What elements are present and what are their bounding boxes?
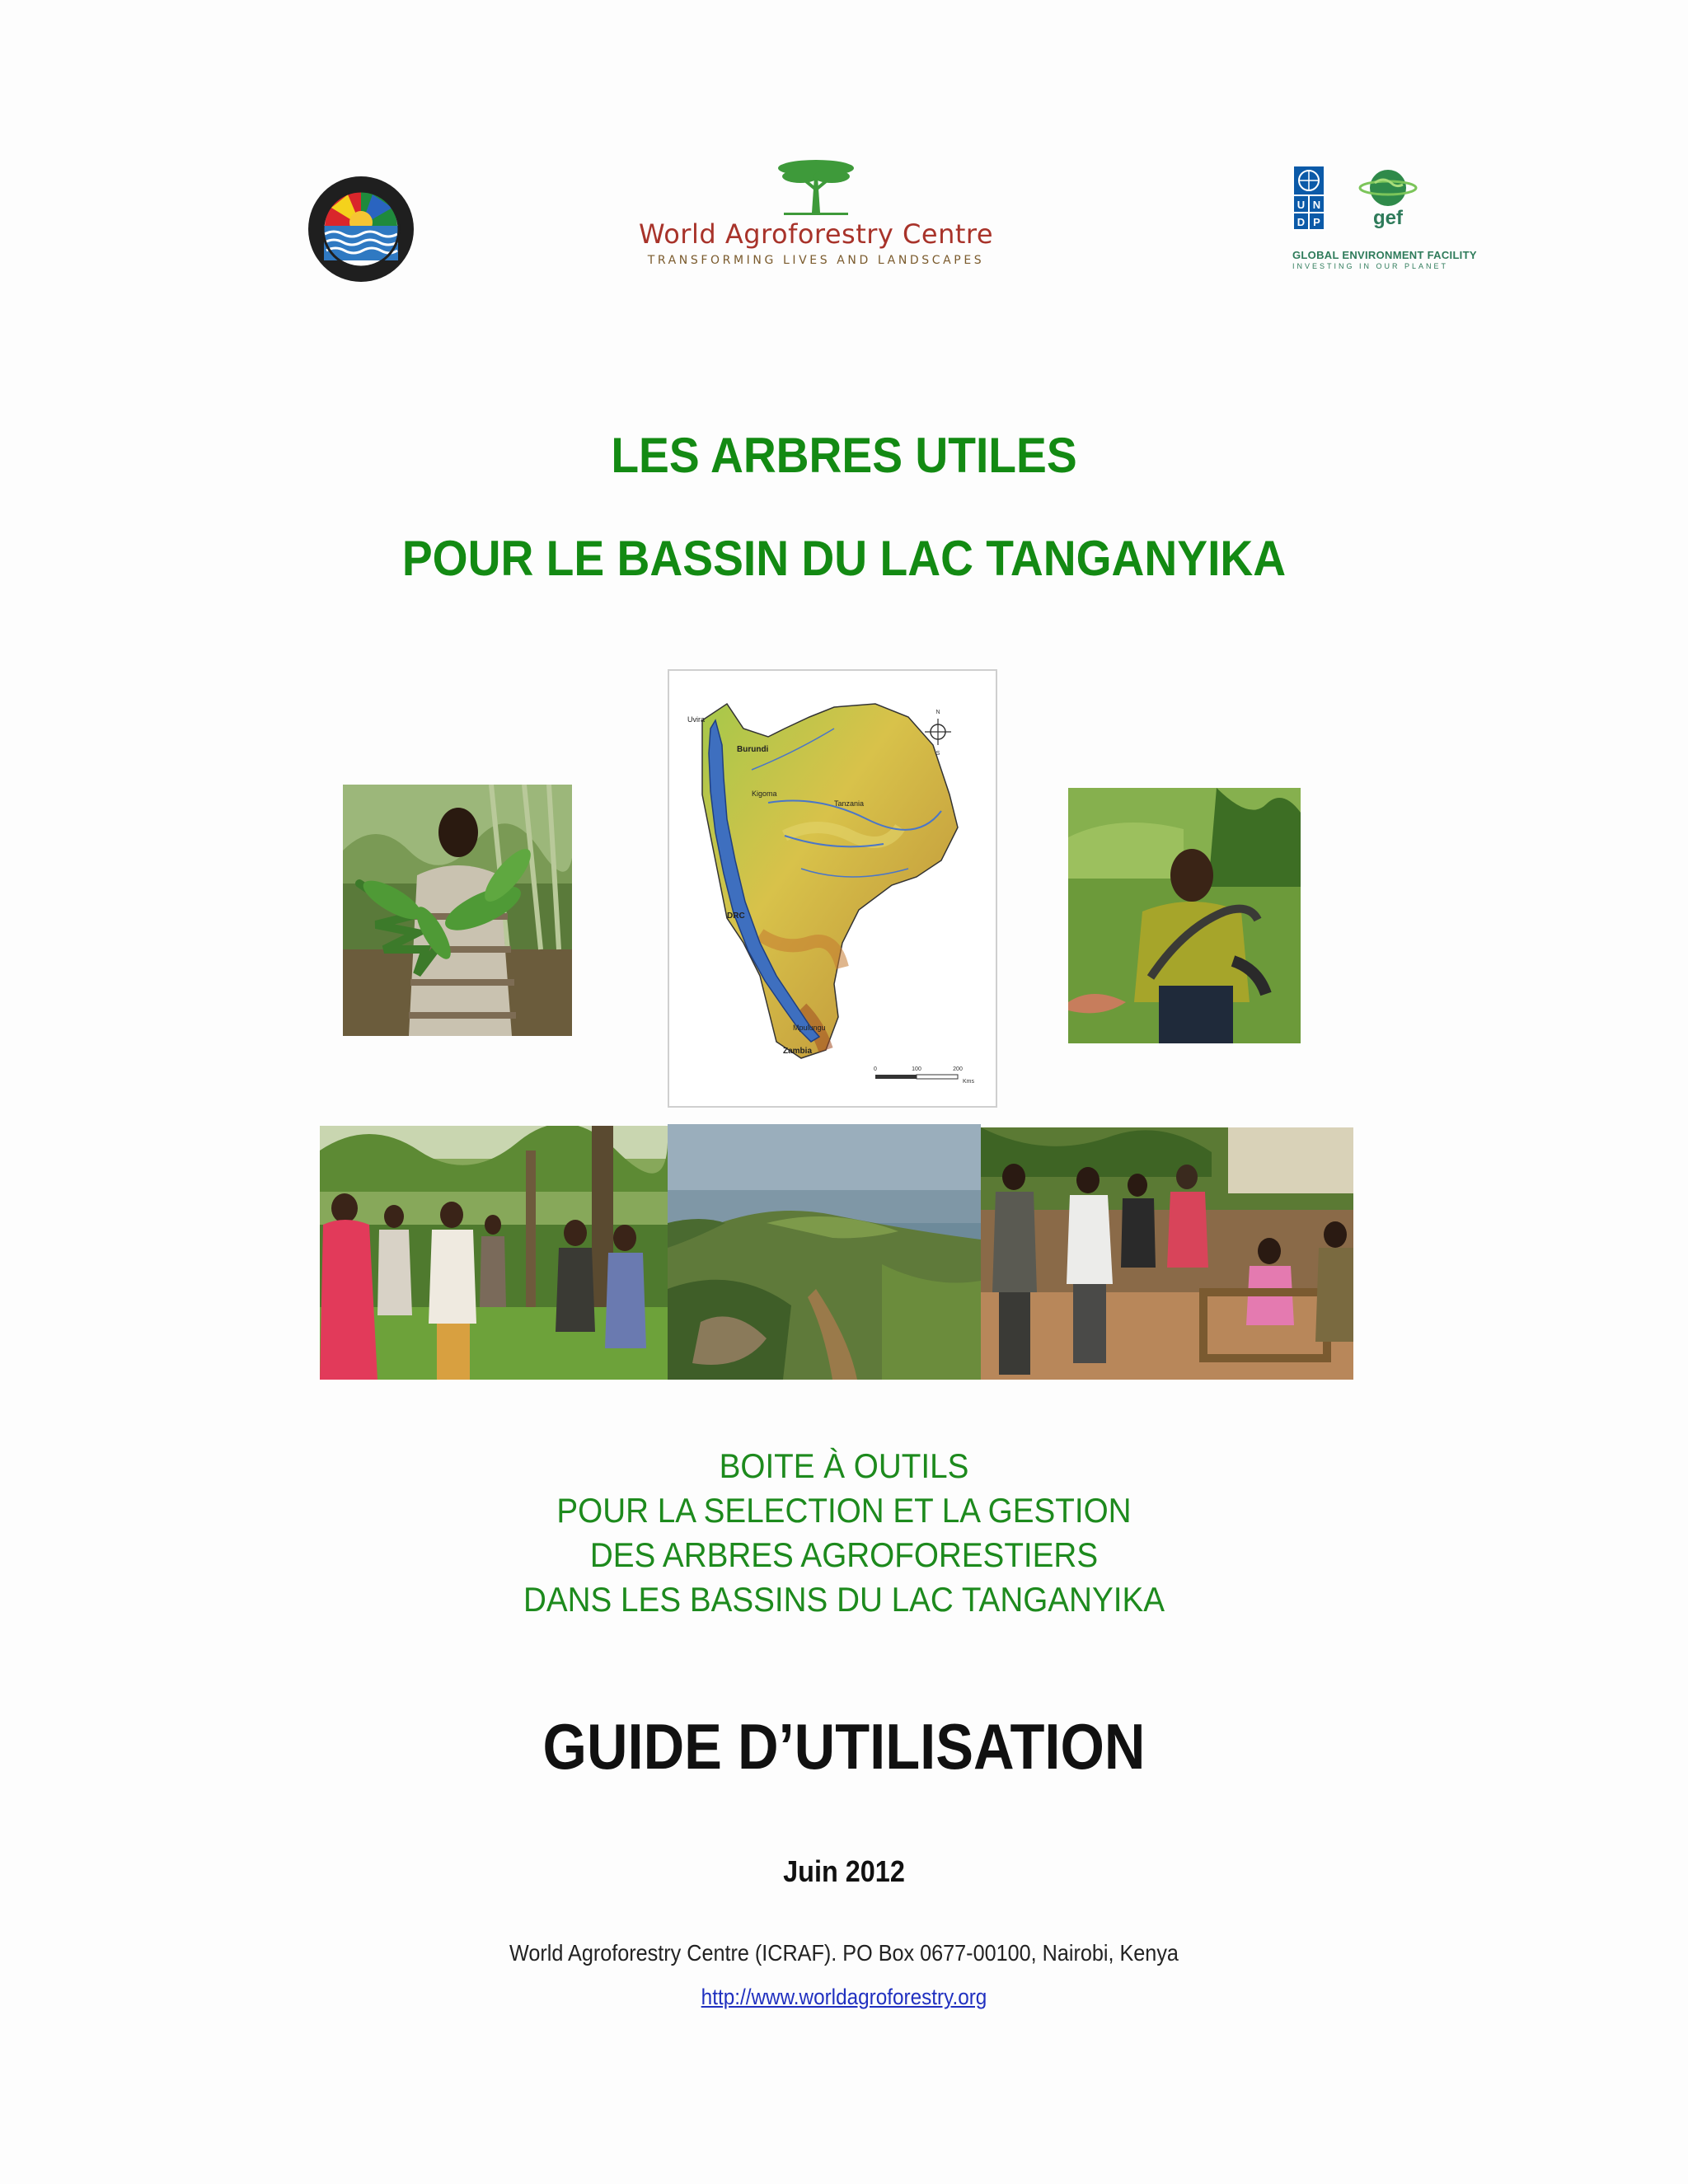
website-link-container [84,1985,1603,2010]
map-label-kigoma: Kigoma [752,790,777,798]
compass-north: N [935,710,940,715]
publication-date: Juin 2012 [783,1854,905,1888]
photo-man-holding-leaves [343,785,572,1036]
subtitle-line-1: BOITE À OUTILS [719,1446,969,1485]
gef-tagline: INVESTING IN OUR PLANET [1292,262,1449,270]
toolbox-subtitle [68,1444,1620,1622]
publisher-address: World Agroforestry Centre (ICRAF). PO Box 0677-00100, Nairobi, Kenya [509,1940,1179,1966]
subtitle-line-2: POUR LA SELECTION ET LA GESTION [556,1491,1132,1530]
photo-man-with-tool [1068,788,1301,1043]
gef-mark: gef [1373,207,1403,229]
map-label-mpulungu: Mpulungu [793,1024,826,1032]
scale-tick-0: 0 [874,1066,877,1072]
acacia-tree-icon [771,152,861,218]
map-label-tanzania: Tanzania [834,799,865,808]
undp-letter-p: P [1313,216,1320,228]
photo-hillside-landscape [668,1124,981,1380]
map-label-drc: DRC [727,912,745,921]
website-link[interactable]: http://www.worldagroforestry.org [701,1985,987,2009]
map-label-uvira: Uvira [687,715,706,724]
lake-tanganyika-authority-logo [307,175,415,284]
scale-tick-100: 100 [912,1066,921,1072]
icraf-name: World Agroforestry Centre [638,218,994,250]
undp-letter-n: N [1312,199,1321,211]
icraf-logo [626,152,1006,275]
main-title-line-2: POUR LE BASSIN DU LAC TANGANYIKA [401,531,1287,586]
gef-logo [1357,166,1419,229]
icraf-tagline: TRANSFORMING LIVES AND LANDSCAPES [647,254,985,267]
scale-unit: Kms [963,1079,974,1085]
photo-group-in-forest [320,1126,668,1380]
lake-tanganyika-basin-map [668,669,997,1108]
main-title-line-1: LES ARBRES UTILES [611,428,1077,483]
compass-south: S [935,751,940,757]
subtitle-line-4: DANS LES BASSINS DU LAC TANGANYIKA [523,1580,1165,1619]
undp-letter-d: D [1296,216,1306,228]
scale-tick-200: 200 [953,1066,963,1072]
photo-group-meeting [981,1127,1353,1380]
map-label-burundi: Burundi [737,745,769,754]
undp-logo [1292,165,1325,231]
map-label-zambia: Zambia [783,1047,813,1056]
undp-letter-u: U [1296,199,1306,211]
gef-name: GLOBAL ENVIRONMENT FACILITY [1292,249,1477,261]
subtitle-line-3: DES ARBRES AGROFORESTIERS [589,1535,1099,1574]
guide-title: GUIDE D’UTILISATION [542,1710,1146,1783]
